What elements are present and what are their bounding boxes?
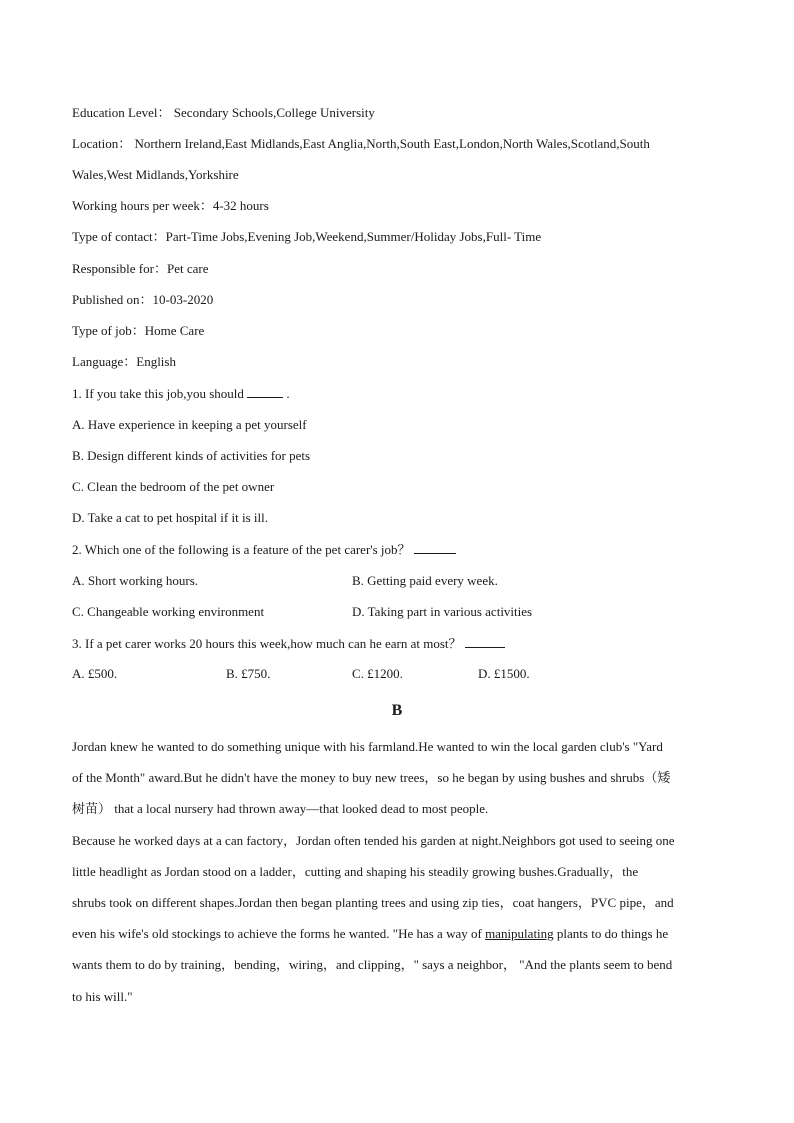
- q2-option-b: B. Getting paid every week.: [352, 573, 498, 588]
- published-on-line: Published on：10-03-2020: [72, 292, 214, 307]
- education-level-line: Education Level： Secondary Schools,College University: [72, 105, 375, 120]
- q1-option-b: B. Design different kinds of activities for pets: [72, 448, 311, 463]
- answer-blank: [414, 541, 456, 554]
- answer-blank: [465, 635, 505, 648]
- paragraph-1-line-2: of the Month" award.But he didn't have the money to buy new trees，so he began by using bushes and shrubs（矮: [72, 770, 671, 785]
- paragraph-2-line-2: little headlight as Jordan stood on a ladder，cutting and shaping his steadily growing bushes.Gradually，the: [72, 864, 639, 879]
- answer-blank: [247, 385, 283, 398]
- paragraph-2-line-5: wants them to do by training，bending，wiring，and clipping，" says a neighbor， "And the plants seem to bend: [72, 957, 673, 972]
- line-text: even his wife's old stockings to achieve the forms he wanted. "He has a way of: [72, 926, 486, 941]
- paragraph-1-line-1: Jordan knew he wanted to do something unique with his farmland.He wanted to win the local garden club's "Yard: [72, 739, 663, 754]
- question-3: [72, 635, 505, 652]
- location-line-2: Wales,West Midlands,Yorkshire: [72, 167, 239, 182]
- underlined-word: manipulating: [485, 926, 554, 941]
- language-line: Language：English: [72, 354, 176, 369]
- q1-option-a: A. Have experience in keeping a pet yourself: [72, 417, 307, 432]
- question-2: [72, 541, 456, 558]
- q3-option-d: D. £1500.: [478, 666, 530, 681]
- q3-option-a: A. £500.: [72, 666, 118, 681]
- q2-option-c: C. Changeable working environment: [72, 604, 265, 619]
- question-1-stem: 1. If you take this job,you should: [72, 386, 244, 401]
- q1-option-c: C. Clean the bedroom of the pet owner: [72, 479, 275, 494]
- question-3-stem: 3. If a pet carer works 20 hours this week,how much can he earn at most？: [72, 636, 462, 651]
- section-heading: B: [391, 702, 403, 719]
- type-of-job-line: Type of job：Home Care: [72, 323, 205, 338]
- question-1: [72, 385, 290, 402]
- q2-option-d: D. Taking part in various activities: [352, 604, 533, 619]
- location-line-1: Location： Northern Ireland,East Midlands,East Anglia,North,South East,London,North Wales,Scotland,South: [72, 136, 650, 151]
- paragraph-2-line-1: Because he worked days at a can factory，Jordan often tended his garden at night.Neighbors got used to seeing one: [72, 833, 675, 848]
- q2-option-a: A. Short working hours.: [72, 573, 199, 588]
- paragraph-2-line-4: [72, 926, 668, 942]
- paragraph-2-line-6: to his will.": [72, 989, 133, 1004]
- q1-option-d: D. Take a cat to pet hospital if it is ill.: [72, 510, 268, 525]
- question-1-tail: .: [286, 386, 290, 401]
- paragraph-1-line-3: 树苗） that a local nursery had thrown away—that looked dead to most people.: [72, 801, 489, 816]
- responsible-for-line: Responsible for：Pet care: [72, 261, 209, 276]
- question-2-stem: 2. Which one of the following is a feature of the pet carer's job？: [72, 542, 411, 557]
- q3-option-c: C. £1200.: [352, 666, 403, 681]
- working-hours-line: Working hours per week：4-32 hours: [72, 198, 269, 213]
- paragraph-2-line-3: shrubs took on different shapes.Jordan then began planting trees and using zip ties，coat hangers，PVC pipe，and: [72, 895, 674, 910]
- type-of-contact-line: Type of contact：Part-Time Jobs,Evening Job,Weekend,Summer/Holiday Jobs,Full- Time: [72, 229, 542, 244]
- q3-option-b: B. £750.: [226, 666, 271, 681]
- line-text: plants to do things he: [553, 926, 669, 941]
